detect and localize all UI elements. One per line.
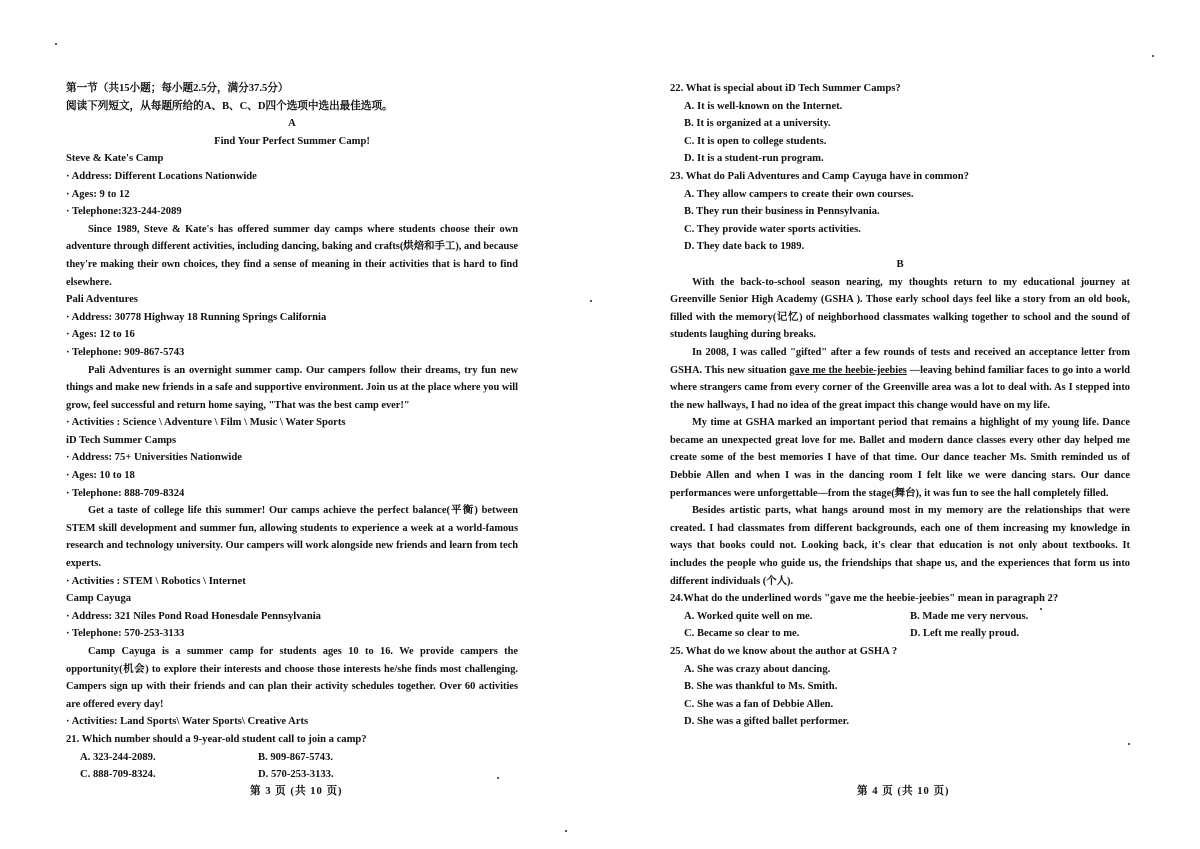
- question-25: 25. What do we know about the author at GSHA ?: [670, 646, 898, 657]
- underlined-phrase: gave me the heebie-jeebies: [789, 364, 907, 376]
- camp-ages: · Ages: 9 to 12: [66, 188, 130, 200]
- passage-letter-b: B: [896, 258, 904, 270]
- camp-description: Get a taste of college life this summer! Our camps achieve the perfect balance(平衡) between STEM skill development and summer fun, allowing students to experience a week at a world-famous research and technology university. Our campers will work alongside new friends and learn from tech experts.: [66, 505, 518, 570]
- camp-name-steve-kate: Steve & Kate's Camp: [66, 153, 164, 165]
- option-c: C. 888-709-8324.: [80, 769, 156, 781]
- camp-phone: · Telephone: 888-709-8324: [66, 487, 185, 499]
- camp-description: Camp Cayuga is a summer camp for students ages 10 to 16. We provide campers the opportunity(机会) to explore their interests and choose those interests he/she finds most challenging. Campers sign up with their friends and can plan their activity schedules together. Over 60 activities are offered every day!: [66, 646, 518, 710]
- camp-name-cayuga: Camp Cayuga: [66, 593, 132, 605]
- camp-phone: · Telephone: 909-867-5743: [66, 346, 185, 358]
- question-24-options-row1: [670, 608, 1130, 626]
- option-d: D. 570-253-3133.: [258, 769, 334, 781]
- paragraph-2-start: In 2008, I was called "gifted" after a few rounds of tests and received an acceptance letter from GSHA. This new situation: [670, 346, 1130, 376]
- camp-ages: · Ages: 10 to 18: [66, 470, 135, 482]
- option-a: A. It is well-known on the Internet.: [684, 100, 843, 112]
- option-a: A. Worked quite well on me.: [684, 610, 813, 622]
- option-d: D. She was a gifted ballet performer.: [684, 716, 849, 728]
- question-21: 21. Which number should a 9-year-old student call to join a camp?: [66, 733, 367, 745]
- camp-address: · Address: 321 Niles Pond Road Honesdale Pennsylvania: [66, 610, 321, 622]
- left-column: [66, 80, 518, 784]
- scan-speck: [1128, 743, 1130, 745]
- question-21-options-row2: [66, 766, 518, 784]
- passage-title: Find Your Perfect Summer Camp!: [214, 135, 370, 147]
- option-d: D. It is a student-run program.: [684, 153, 824, 165]
- camp-name-pali: Pali Adventures: [66, 294, 138, 306]
- paragraph-2-end: —leaving behind familiar faces to go into a world where strangers came from every corner of the Greenville area was a lot to deal with. As I stepped into the new hallways, I had no idea of the great impact this change would have on my life.: [670, 364, 1131, 411]
- scan-speck: [497, 777, 499, 779]
- option-c: C. Became so clear to me.: [684, 628, 800, 640]
- section-header: 第一节（共15小题；每小题2.5分，满分37.5分）: [66, 83, 289, 94]
- option-d: D. They date back to 1989.: [684, 241, 805, 253]
- camp-description: Since 1989, Steve & Kate's has offered summer day camps where students choose their own adventure through different activities, including dancing, baking and crafts(烘焙和手工), and because they're making their own choices, they find a sense of meaning in their activities that is hard to find elsewhere.: [66, 223, 518, 288]
- camp-address: · Address: 75+ Universities Nationwide: [66, 452, 242, 464]
- question-23: 23. What do Pali Adventures and Camp Cayuga have in common?: [670, 170, 969, 182]
- option-b: B. 909-867-5743.: [258, 751, 334, 763]
- option-c: C. They provide water sports activities.: [684, 223, 861, 235]
- camp-description: Pali Adventures is an overnight summer camp. Our campers follow their dreams, try fun new things and make new friends in a safe and supportive environment. Join us at the place where you will grow, feel successful and return home saying, "That was the best camp ever!": [66, 364, 518, 411]
- paragraph-3: My time at GSHA marked an important period that remains a highlight of my young life. Dance became an unexpected great love for me. Ballet and modern dance classes every other day helped me create some of the best memories I have of that time. Our dance teacher Ms. Smith reminded us of Debbie Allen and when I was in the dancing room I felt like we were dancing stars. Our dance performances were unforgettable—from the stage(舞台), it was fun to see the hall completely filled.: [670, 417, 1130, 499]
- option-b: B. It is organized at a university.: [684, 118, 831, 130]
- question-21-options-row1: [66, 749, 518, 767]
- option-b: B. They run their business in Pennsylvania.: [684, 206, 880, 218]
- page-number-footer: 第 4 页 (共 10 页): [857, 786, 950, 797]
- camp-address: · Address: 30778 Highway 18 Running Springs California: [66, 311, 327, 323]
- camp-ages: · Ages: 12 to 16: [66, 329, 135, 341]
- scan-speck: [55, 43, 57, 45]
- camp-phone: · Telephone: 570-253-3133: [66, 628, 185, 640]
- option-b: B. She was thankful to Ms. Smith.: [684, 681, 838, 693]
- section-instructions: 阅读下列短文，从每题所给的A、B、C、D四个选项中选出最佳选项。: [66, 100, 393, 112]
- scan-speck: [590, 300, 592, 302]
- question-24: 24.What do the underlined words "gave me the heebie-jeebies" mean in paragraph 2?: [670, 593, 1059, 605]
- option-a: A. They allow campers to create their own courses.: [684, 188, 914, 200]
- right-column: [670, 80, 1130, 731]
- option-b: B. Made me very nervous.: [910, 610, 1029, 622]
- scan-speck: [565, 830, 567, 832]
- question-22: 22. What is special about iD Tech Summer Camps?: [670, 83, 901, 94]
- camp-phone: · Telephone:323-244-2089: [66, 206, 182, 218]
- camp-activities: · Activities: Land Sports\ Water Sports\ Creative Arts: [66, 716, 309, 728]
- scan-speck: [1040, 608, 1042, 610]
- camp-activities: · Activities : Science \ Adventure \ Film \ Music \ Water Sports: [66, 417, 346, 429]
- paragraph-2: [670, 344, 1130, 414]
- right-page: [600, 0, 1200, 849]
- question-24-options-row2: [670, 625, 1130, 643]
- option-a: A. 323-244-2089.: [80, 751, 156, 763]
- option-c: C. It is open to college students.: [684, 135, 827, 147]
- option-c: C. She was a fan of Debbie Allen.: [684, 698, 834, 710]
- option-d: D. Left me really proud.: [910, 628, 1020, 640]
- camp-name-id-tech: iD Tech Summer Camps: [66, 434, 177, 446]
- paragraph-4: Besides artistic parts, what hangs around most in my memory are the relationships that were created. I had classmates from different backgrounds, each one of them increasing my knowledge in ways that books could not. Looking back, it's clear that education is not only about textbooks. It includes the people who guide us, the friendships that shape us, and the experiences that form us into different individuals (个人).: [670, 505, 1130, 587]
- option-a: A. She was crazy about dancing.: [684, 663, 831, 675]
- scan-speck: [1152, 55, 1154, 57]
- paragraph-1: With the back-to-school season nearing, my thoughts return to my educational journey at Greenville Senior High Academy (GSHA ). Those early school days feel like a story from an old book, filled with the memory(记忆) of neighborhood classmates walking together to school and the sound of students laughing during breaks.: [670, 276, 1130, 341]
- passage-letter-a: A: [288, 118, 296, 130]
- camp-address: · Address: Different Locations Nationwide: [66, 170, 257, 182]
- camp-activities: · Activities : STEM \ Robotics \ Internet: [66, 575, 246, 587]
- page-number-footer: 第 3 页 (共 10 页): [250, 786, 343, 797]
